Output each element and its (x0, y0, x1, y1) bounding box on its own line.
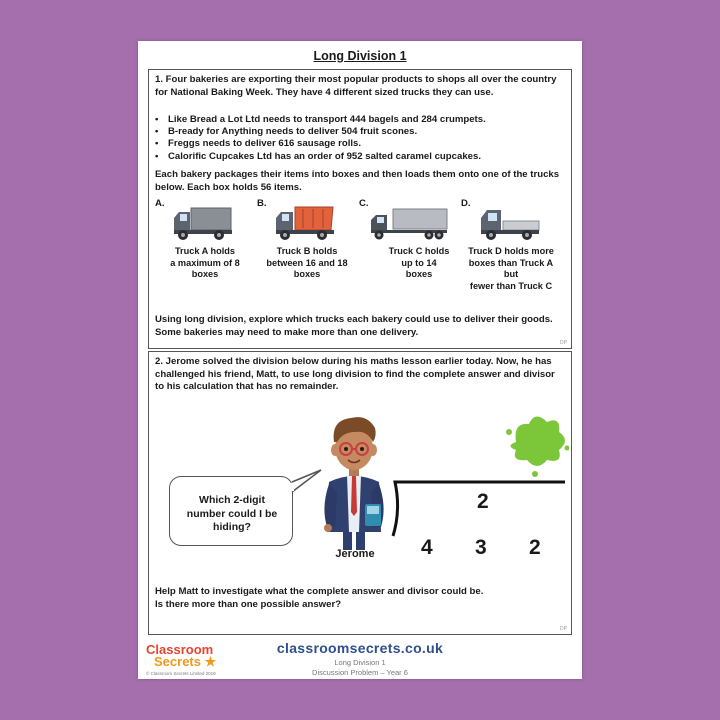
caption-line: boxes (191, 269, 219, 279)
caption-line: Truck A holds (174, 246, 236, 256)
truck-caption (155, 246, 255, 281)
question-1-box (148, 69, 572, 349)
list-item: • Freggs needs to deliver 616 sausage rolls. (155, 138, 565, 150)
q1-intro: 1. Four bakeries are exporting their most popular products to shops all over the country for National Baking Week. They have 4 different sized trucks they can use. (155, 74, 557, 98)
logo-line: Secrets ★ (154, 654, 217, 669)
caption-line: fewer than Truck C (469, 280, 553, 291)
truck-letter: A. (155, 198, 165, 209)
truck-letter: D. (461, 198, 471, 209)
truck-caption (461, 246, 561, 292)
caption-line: up to 14 (401, 257, 437, 268)
footer-subtitle: Discussion Problem – Year 6 (312, 668, 408, 677)
logo-line: Classroom (146, 642, 214, 657)
speech-line: Which 2-digit (199, 494, 265, 506)
speech-line: hiding? (213, 521, 251, 533)
truck-caption (369, 246, 469, 281)
long-division-frame (385, 402, 569, 542)
footer-title: Long Division 1 (334, 658, 386, 667)
truck-b-icon (273, 204, 337, 244)
speech-text (170, 494, 294, 535)
question-2-box (148, 351, 572, 635)
page-code: DP (560, 340, 567, 346)
list-item: • Like Bread a Lot Ltd needs to transport 444 bagels and 284 crumpets. (155, 114, 565, 126)
caption-line: boxes than Truck A but (468, 257, 554, 279)
caption-line: Truck C holds (388, 246, 450, 256)
bakery-list (155, 114, 565, 163)
page-code: DP (560, 626, 567, 632)
copyright: © Classroom Secrets Limited 2019 (146, 671, 216, 676)
task-line: Help Matt to investigate what the complete answer and divisor could be. (155, 586, 484, 597)
truck-d-icon (477, 204, 541, 244)
q1-task: Using long division, explore which trucks each bakery could use to deliver their goods. Some bakeries may need to make more than one delivery. (155, 314, 553, 338)
dividend-digit: 4 (421, 536, 433, 559)
truck-letter: B. (257, 198, 267, 209)
dividend-digit: 3 (475, 536, 487, 559)
truck-a-icon (171, 204, 235, 244)
q2-task (155, 586, 565, 611)
task-line: Is there more than one possible answer? (155, 598, 342, 610)
character-name: Jerome (335, 548, 375, 560)
caption-line: a maximum of 8 (170, 257, 240, 268)
q2-intro: 2. Jerome solved the division below during his maths lesson earlier today. Now, he has challenged his friend, Matt, to use long division to find the complete answer and divisor to his calculation that has no remainder. (155, 356, 555, 393)
star-icon: ★ (200, 654, 217, 669)
caption-line: Truck B holds (276, 246, 338, 256)
dividend-digit: 2 (529, 536, 541, 559)
truck-c-icon (369, 204, 449, 244)
splat-icon (511, 416, 566, 466)
worksheet (138, 41, 582, 679)
list-item: • B-ready for Anything needs to deliver 504 fruit scones. (155, 126, 565, 138)
list-item: • Calorific Cupcakes Ltd has an order of 952 salted caramel cupcakes. (155, 151, 565, 163)
speech-bubble (169, 476, 293, 546)
caption-line: between 16 and 18 (266, 257, 348, 268)
quotient-digit: 2 (477, 490, 489, 513)
caption-line: Truck D holds more (468, 246, 554, 256)
truck-caption (257, 246, 357, 281)
truck-letter: C. (359, 198, 369, 209)
speech-line: number could I be (186, 507, 278, 520)
site-link[interactable]: classroomsecrets.co.uk (276, 640, 444, 656)
caption-line: boxes (293, 269, 321, 279)
q1-packing: Each bakery packages their items into boxes and then loads them onto one of the trucks below. Each box holds 56 items. (155, 169, 560, 193)
caption-line: boxes (405, 269, 433, 279)
jerome-illustration (315, 412, 393, 552)
page-title: Long Division 1 (313, 49, 407, 63)
